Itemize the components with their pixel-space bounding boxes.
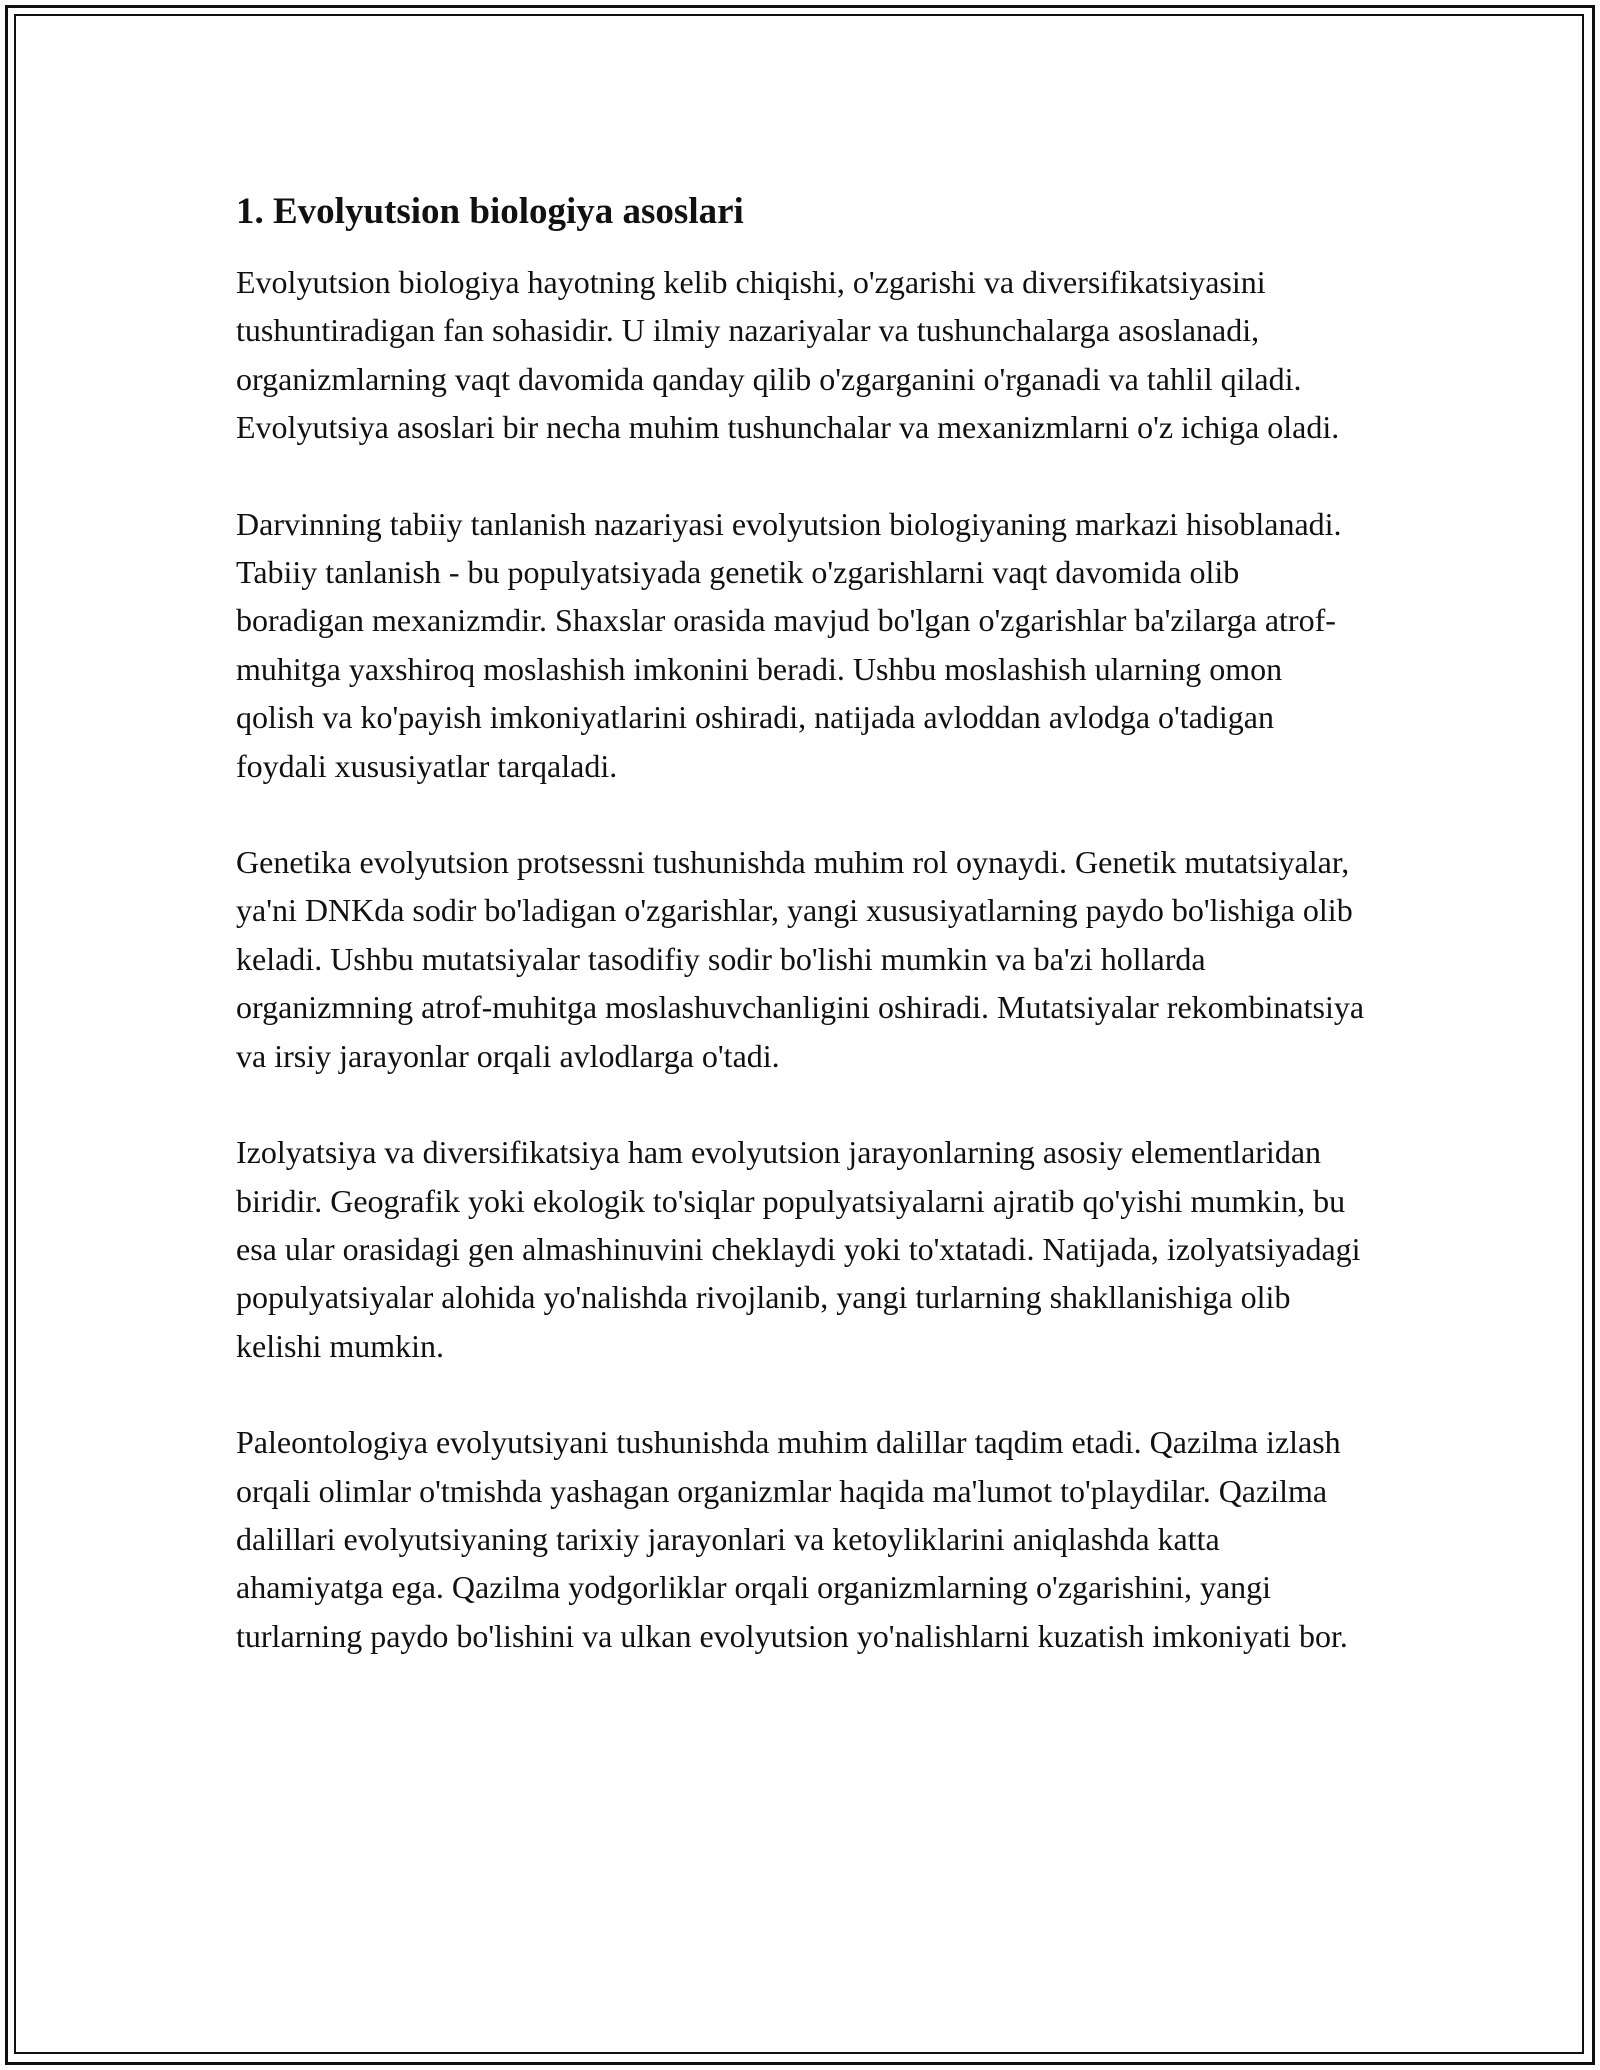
paragraph-intro: Evolyutsion biologiya hayotning kelib chiqishi, o'zgarishi va diversifikatsiyasini tushuntiradigan fan sohasidir. U ilmiy nazariyalar va tushunchalarga asoslanadi, organizmlarning vaqt davomida qanday qilib o'zgarganini o'rganadi va tahlil qiladi. Evolyutsiya asoslari bir necha muhim tushunchalar va mexanizmlarni o'z ichiga oladi. xyxy=(236,264,1340,446)
paragraph-paleontology: Paleontologiya evolyutsiyani tushunishda muhim dalillar taqdim etadi. Qazilma izlash orqali olimlar o'tmishda yashagan organizmlar haqida ma'lumot to'playdilar. Qazilma dalillari evolyutsiyaning tarixiy jarayonlari va ketoyliklarini aniqlashda katta ahamiyatga ega. Qazilma yodgorliklar orqali organizmlarning o'zgarishini, yangi turlarning paydo bo'lishini va ulkan evolyutsion yo'nalishlarni kuzatish imkoniyati bor. xyxy=(236,1424,1348,1654)
paragraph-isolation: Izolyatsiya va diversifikatsiya ham evolyutsion jarayonlarning asosiy elementlaridan biridir. Geografik yoki ekologik to'siqlar populyatsiyalarni ajratib qo'yishi mumkin, bu esa ular orasidagi gen almashinuvini cheklaydi yoki to'xtatadi. Natijada, izolyatsiyadagi populyatsiyalar alohida yo'nalishda rivojlanib, yangi turlarning shakllanishiga olib kelishi mumkin. xyxy=(236,1134,1361,1364)
section-heading: 1. Evolyutsion biologiya asoslari xyxy=(236,191,744,232)
paragraph-natural-selection: Darvinning tabiiy tanlanish nazariyasi evolyutsion biologiyaning markazi hisoblanadi. Tabiiy tanlanish - bu populyatsiyada genetik o'zgarishlarni vaqt davomida olib boradigan mexanizmdir. Shaxslar orasida mavjud bo'lgan o'zgarishlar ba'zilarga atrof-muhitga yaxshiroq moslashish imkonini beradi. Ushbu moslashish ularning omon qolish va ko'payish imkoniyatlarini oshiradi, natijada avloddan avlodga o'tadigan foydali xususiyatlar tarqaladi. xyxy=(236,505,1342,784)
document-body xyxy=(236,186,1366,1708)
paragraph-genetics: Genetika evolyutsion protsessni tushunishda muhim rol oynaydi. Genetik mutatsiyalar, ya'ni DNKda sodir bo'ladigan o'zgarishlar, yangi xususiyatlarning paydo bo'lishiga olib keladi. Ushbu mutatsiyalar tasodifiy sodir bo'lishi mumkin va ba'zi hollarda organizmning atrof-muhitga moslashuvchanligini oshiradi. Mutatsiyalar rekombinatsiya va irsiy jarayonlar orqali avlodlarga o'tadi. xyxy=(236,844,1365,1074)
